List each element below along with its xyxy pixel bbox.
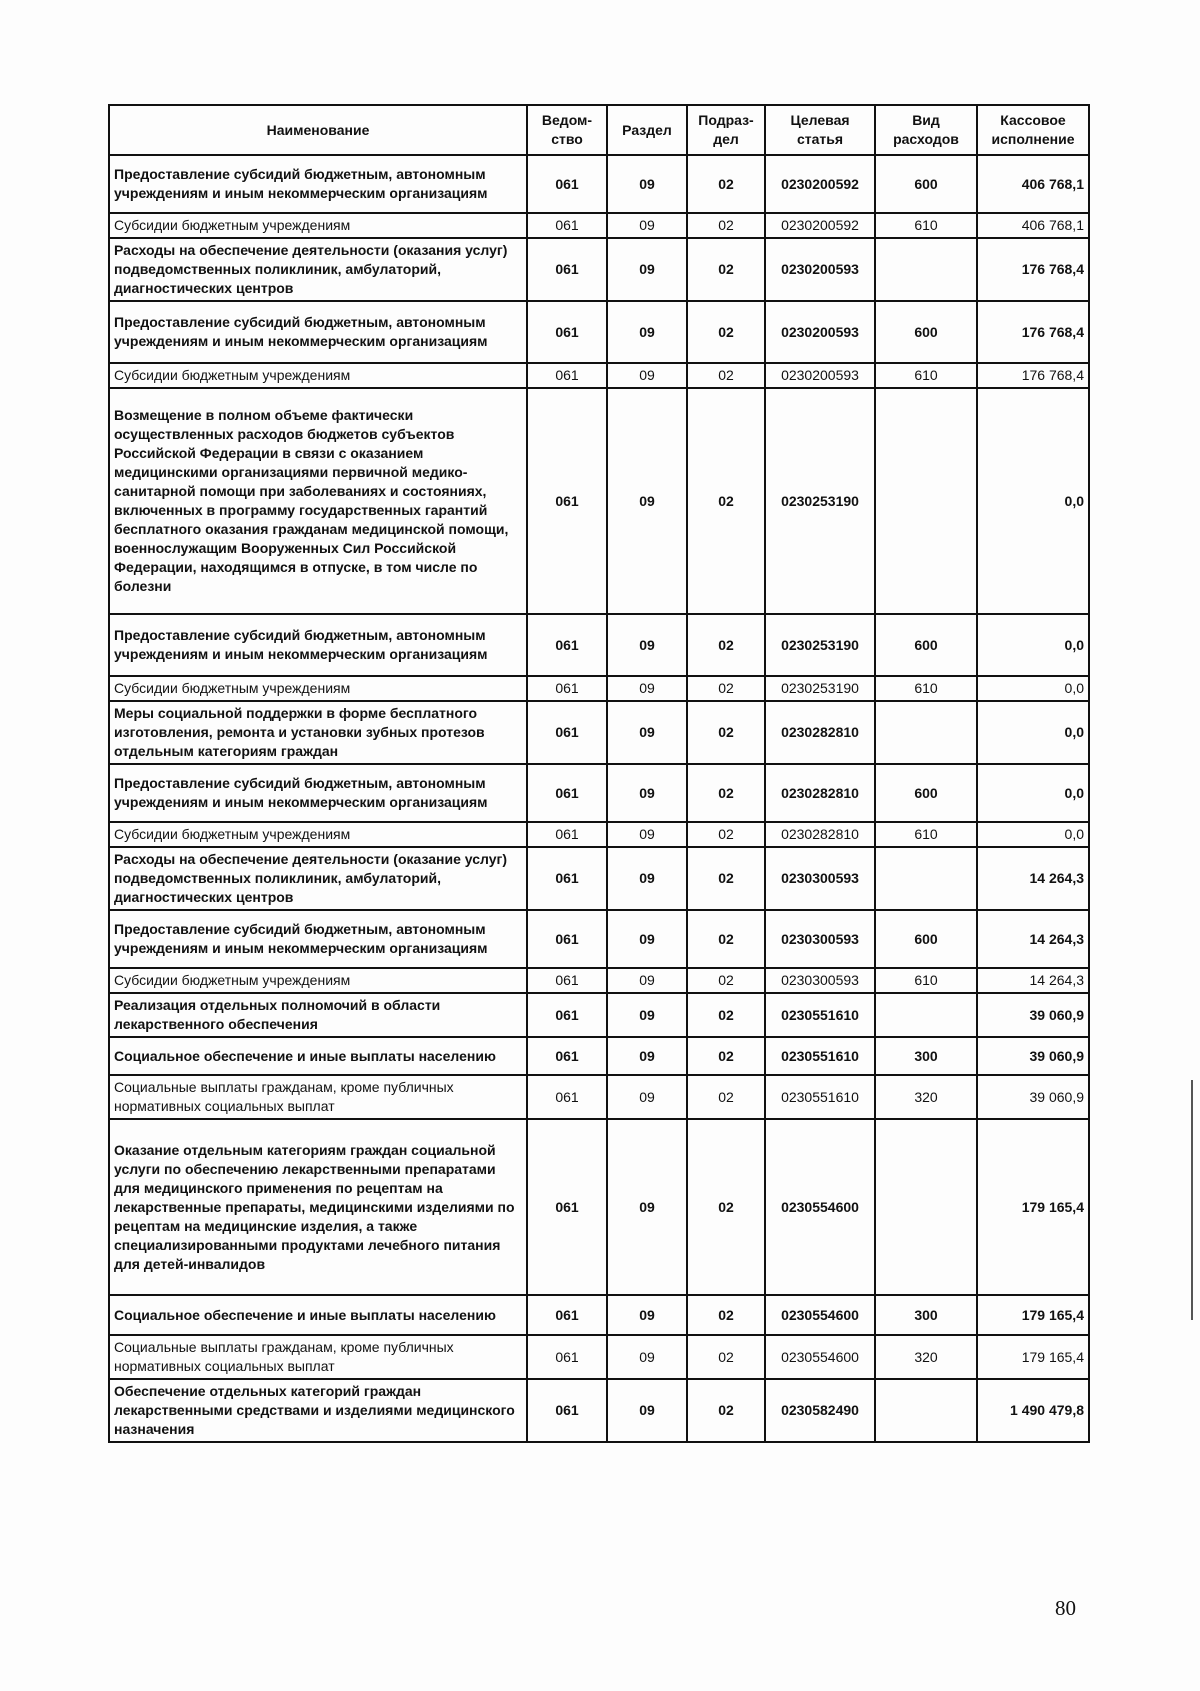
- table-row: [109, 910, 1089, 968]
- cell-cash-execution: 406 768,1: [977, 213, 1089, 238]
- cell-subsection: 02: [687, 363, 765, 388]
- cell-section: 09: [607, 993, 687, 1037]
- cell-cash-execution: 179 165,4: [977, 1119, 1089, 1295]
- cell-agency: 061: [527, 155, 607, 213]
- cell-name: Субсидии бюджетным учреждениям: [109, 363, 527, 388]
- cell-agency: 061: [527, 968, 607, 993]
- cell-expense-kind: [875, 1379, 977, 1442]
- header-subsection: Подраз- дел: [687, 105, 765, 155]
- cell-expense-kind: [875, 1119, 977, 1295]
- cell-section: 09: [607, 238, 687, 301]
- table-row: [109, 701, 1089, 764]
- cell-name: Субсидии бюджетным учреждениям: [109, 968, 527, 993]
- page-number: 80: [1055, 1596, 1076, 1620]
- cell-expense-kind: [875, 388, 977, 614]
- table-row: [109, 993, 1089, 1037]
- cell-agency: 061: [527, 301, 607, 363]
- cell-section: 09: [607, 213, 687, 238]
- cell-target-article: 0230200593: [765, 301, 875, 363]
- table-row: [109, 1037, 1089, 1075]
- cell-expense-kind: 600: [875, 764, 977, 822]
- table-row: [109, 1335, 1089, 1379]
- budget-execution-table: [108, 104, 1090, 1443]
- cell-target-article: 0230554600: [765, 1119, 875, 1295]
- cell-cash-execution: 39 060,9: [977, 1037, 1089, 1075]
- cell-name: Возмещение в полном объеме фактически осуществленных расходов бюджетов субъектов Российской Федерации в связи с оказанием медицинскими организациями первичной медико-санитарной помощи при заболеваниях и состояниях, включенных в программу государственных гарантий бесплатного оказания гражданам медицинской помощи, военнослужащим Вооруженных Сил Российской Федерации, находящимся в отпуске, в том числе по болезни: [109, 388, 527, 614]
- table-row: [109, 301, 1089, 363]
- cell-section: 09: [607, 363, 687, 388]
- cell-subsection: 02: [687, 822, 765, 847]
- cell-name: Субсидии бюджетным учреждениям: [109, 822, 527, 847]
- cell-target-article: 0230551610: [765, 1037, 875, 1075]
- cell-cash-execution: 0,0: [977, 701, 1089, 764]
- table-row: [109, 363, 1089, 388]
- cell-section: 09: [607, 676, 687, 701]
- cell-cash-execution: 176 768,4: [977, 238, 1089, 301]
- cell-agency: 061: [527, 614, 607, 676]
- cell-target-article: 0230200592: [765, 213, 875, 238]
- table-row: [109, 968, 1089, 993]
- cell-name: Предоставление субсидий бюджетным, автономным учреждениям и иным некоммерческим организациям: [109, 155, 527, 213]
- scan-margin-mark: [1191, 1080, 1193, 1320]
- cell-name: Социальные выплаты гражданам, кроме публичных нормативных социальных выплат: [109, 1075, 527, 1119]
- cell-subsection: 02: [687, 701, 765, 764]
- cell-name: Обеспечение отдельных категорий граждан лекарственными средствами и изделиями медицинского назначения: [109, 1379, 527, 1442]
- cell-target-article: 0230554600: [765, 1295, 875, 1335]
- cell-target-article: 0230282810: [765, 822, 875, 847]
- cell-section: 09: [607, 968, 687, 993]
- cell-target-article: 0230582490: [765, 1379, 875, 1442]
- cell-subsection: 02: [687, 910, 765, 968]
- cell-agency: 061: [527, 1075, 607, 1119]
- cell-name: Расходы на обеспечение деятельности (оказание услуг) подведомственных поликлиник, амбулаторий, диагностических центров: [109, 847, 527, 910]
- header-section: Раздел: [607, 105, 687, 155]
- cell-section: 09: [607, 1119, 687, 1295]
- table-body: [109, 155, 1089, 1442]
- cell-name: Предоставление субсидий бюджетным, автономным учреждениям и иным некоммерческим организациям: [109, 764, 527, 822]
- cell-name: Реализация отдельных полномочий в области лекарственного обеспечения: [109, 993, 527, 1037]
- cell-target-article: 0230282810: [765, 701, 875, 764]
- cell-cash-execution: 39 060,9: [977, 993, 1089, 1037]
- cell-subsection: 02: [687, 847, 765, 910]
- cell-expense-kind: [875, 847, 977, 910]
- cell-agency: 061: [527, 764, 607, 822]
- cell-cash-execution: 0,0: [977, 388, 1089, 614]
- table-row: [109, 1379, 1089, 1442]
- header-agency: Ведом- ство: [527, 105, 607, 155]
- header-target-article: Целевая статья: [765, 105, 875, 155]
- cell-subsection: 02: [687, 301, 765, 363]
- cell-target-article: 0230200592: [765, 155, 875, 213]
- cell-target-article: 0230551610: [765, 1075, 875, 1119]
- cell-cash-execution: 1 490 479,8: [977, 1379, 1089, 1442]
- table-row: [109, 822, 1089, 847]
- cell-subsection: 02: [687, 614, 765, 676]
- cell-expense-kind: 600: [875, 614, 977, 676]
- cell-expense-kind: 610: [875, 213, 977, 238]
- cell-name: Субсидии бюджетным учреждениям: [109, 213, 527, 238]
- cell-subsection: 02: [687, 1379, 765, 1442]
- cell-agency: 061: [527, 993, 607, 1037]
- cell-expense-kind: [875, 238, 977, 301]
- table-row: [109, 847, 1089, 910]
- cell-section: 09: [607, 1075, 687, 1119]
- cell-expense-kind: 320: [875, 1075, 977, 1119]
- header-expense-kind: Вид расходов: [875, 105, 977, 155]
- cell-subsection: 02: [687, 213, 765, 238]
- cell-agency: 061: [527, 388, 607, 614]
- cell-cash-execution: 0,0: [977, 614, 1089, 676]
- cell-target-article: 0230554600: [765, 1335, 875, 1379]
- table-row: [109, 1119, 1089, 1295]
- cell-target-article: 0230551610: [765, 993, 875, 1037]
- table-row: [109, 676, 1089, 701]
- table-row: [109, 1295, 1089, 1335]
- cell-target-article: 0230253190: [765, 614, 875, 676]
- table-row: [109, 388, 1089, 614]
- cell-section: 09: [607, 388, 687, 614]
- cell-section: 09: [607, 701, 687, 764]
- cell-name: Социальные выплаты гражданам, кроме публичных нормативных социальных выплат: [109, 1335, 527, 1379]
- cell-expense-kind: [875, 993, 977, 1037]
- cell-name: Предоставление субсидий бюджетным, автономным учреждениям и иным некоммерческим организациям: [109, 301, 527, 363]
- cell-agency: 061: [527, 701, 607, 764]
- cell-subsection: 02: [687, 155, 765, 213]
- cell-target-article: 0230200593: [765, 363, 875, 388]
- cell-target-article: 0230300593: [765, 968, 875, 993]
- cell-cash-execution: 0,0: [977, 764, 1089, 822]
- cell-expense-kind: 610: [875, 822, 977, 847]
- cell-subsection: 02: [687, 388, 765, 614]
- table-row: [109, 1075, 1089, 1119]
- cell-target-article: 0230253190: [765, 676, 875, 701]
- cell-subsection: 02: [687, 238, 765, 301]
- table-row: [109, 155, 1089, 213]
- cell-expense-kind: 610: [875, 676, 977, 701]
- cell-name: Оказание отдельным категориям граждан социальной услуги по обеспечению лекарственными препаратами для медицинского применения по рецептам на лекарственные препараты, медицинскими изделиями по рецептам на медицинские изделия, а также специализированными продуктами лечебного питания для детей-инвалидов: [109, 1119, 527, 1295]
- cell-agency: 061: [527, 847, 607, 910]
- cell-cash-execution: 179 165,4: [977, 1335, 1089, 1379]
- table-row: [109, 614, 1089, 676]
- cell-section: 09: [607, 1037, 687, 1075]
- table-row: [109, 764, 1089, 822]
- cell-expense-kind: 300: [875, 1037, 977, 1075]
- cell-agency: 061: [527, 1119, 607, 1295]
- cell-name: Социальное обеспечение и иные выплаты населению: [109, 1295, 527, 1335]
- cell-expense-kind: 600: [875, 155, 977, 213]
- cell-subsection: 02: [687, 1295, 765, 1335]
- cell-cash-execution: 179 165,4: [977, 1295, 1089, 1335]
- cell-name: Меры социальной поддержки в форме бесплатного изготовления, ремонта и установки зубных протезов отдельным категориям граждан: [109, 701, 527, 764]
- cell-section: 09: [607, 155, 687, 213]
- cell-expense-kind: 610: [875, 968, 977, 993]
- cell-section: 09: [607, 764, 687, 822]
- cell-section: 09: [607, 847, 687, 910]
- cell-name: Расходы на обеспечение деятельности (оказания услуг) подведомственных поликлиник, амбулаторий, диагностических центров: [109, 238, 527, 301]
- cell-agency: 061: [527, 238, 607, 301]
- cell-subsection: 02: [687, 1075, 765, 1119]
- cell-agency: 061: [527, 910, 607, 968]
- header-name: Наименование: [109, 105, 527, 155]
- cell-section: 09: [607, 822, 687, 847]
- cell-target-article: 0230200593: [765, 238, 875, 301]
- cell-subsection: 02: [687, 1119, 765, 1295]
- cell-expense-kind: 600: [875, 910, 977, 968]
- cell-target-article: 0230300593: [765, 847, 875, 910]
- cell-cash-execution: 176 768,4: [977, 363, 1089, 388]
- cell-agency: 061: [527, 676, 607, 701]
- cell-agency: 061: [527, 1037, 607, 1075]
- cell-name: Субсидии бюджетным учреждениям: [109, 676, 527, 701]
- cell-cash-execution: 0,0: [977, 676, 1089, 701]
- cell-target-article: 0230253190: [765, 388, 875, 614]
- cell-section: 09: [607, 1295, 687, 1335]
- cell-expense-kind: 610: [875, 363, 977, 388]
- cell-name: Социальное обеспечение и иные выплаты населению: [109, 1037, 527, 1075]
- cell-subsection: 02: [687, 764, 765, 822]
- cell-target-article: 0230300593: [765, 910, 875, 968]
- cell-agency: 061: [527, 363, 607, 388]
- cell-subsection: 02: [687, 968, 765, 993]
- cell-agency: 061: [527, 213, 607, 238]
- cell-section: 09: [607, 301, 687, 363]
- cell-subsection: 02: [687, 1037, 765, 1075]
- cell-section: 09: [607, 1379, 687, 1442]
- cell-agency: 061: [527, 1295, 607, 1335]
- cell-section: 09: [607, 910, 687, 968]
- cell-expense-kind: [875, 701, 977, 764]
- cell-expense-kind: 320: [875, 1335, 977, 1379]
- cell-cash-execution: 14 264,3: [977, 910, 1089, 968]
- cell-cash-execution: 39 060,9: [977, 1075, 1089, 1119]
- cell-agency: 061: [527, 822, 607, 847]
- cell-cash-execution: 0,0: [977, 822, 1089, 847]
- cell-agency: 061: [527, 1335, 607, 1379]
- cell-section: 09: [607, 614, 687, 676]
- cell-expense-kind: 300: [875, 1295, 977, 1335]
- cell-subsection: 02: [687, 1335, 765, 1379]
- table-row: [109, 238, 1089, 301]
- header-cash-execution: Кассовое исполнение: [977, 105, 1089, 155]
- cell-agency: 061: [527, 1379, 607, 1442]
- cell-cash-execution: 176 768,4: [977, 301, 1089, 363]
- cell-subsection: 02: [687, 993, 765, 1037]
- cell-name: Предоставление субсидий бюджетным, автономным учреждениям и иным некоммерческим организациям: [109, 910, 527, 968]
- table-header-row: [109, 105, 1089, 155]
- cell-cash-execution: 406 768,1: [977, 155, 1089, 213]
- cell-cash-execution: 14 264,3: [977, 847, 1089, 910]
- cell-name: Предоставление субсидий бюджетным, автономным учреждениям и иным некоммерческим организациям: [109, 614, 527, 676]
- cell-target-article: 0230282810: [765, 764, 875, 822]
- cell-section: 09: [607, 1335, 687, 1379]
- cell-cash-execution: 14 264,3: [977, 968, 1089, 993]
- cell-subsection: 02: [687, 676, 765, 701]
- table-row: [109, 213, 1089, 238]
- cell-expense-kind: 600: [875, 301, 977, 363]
